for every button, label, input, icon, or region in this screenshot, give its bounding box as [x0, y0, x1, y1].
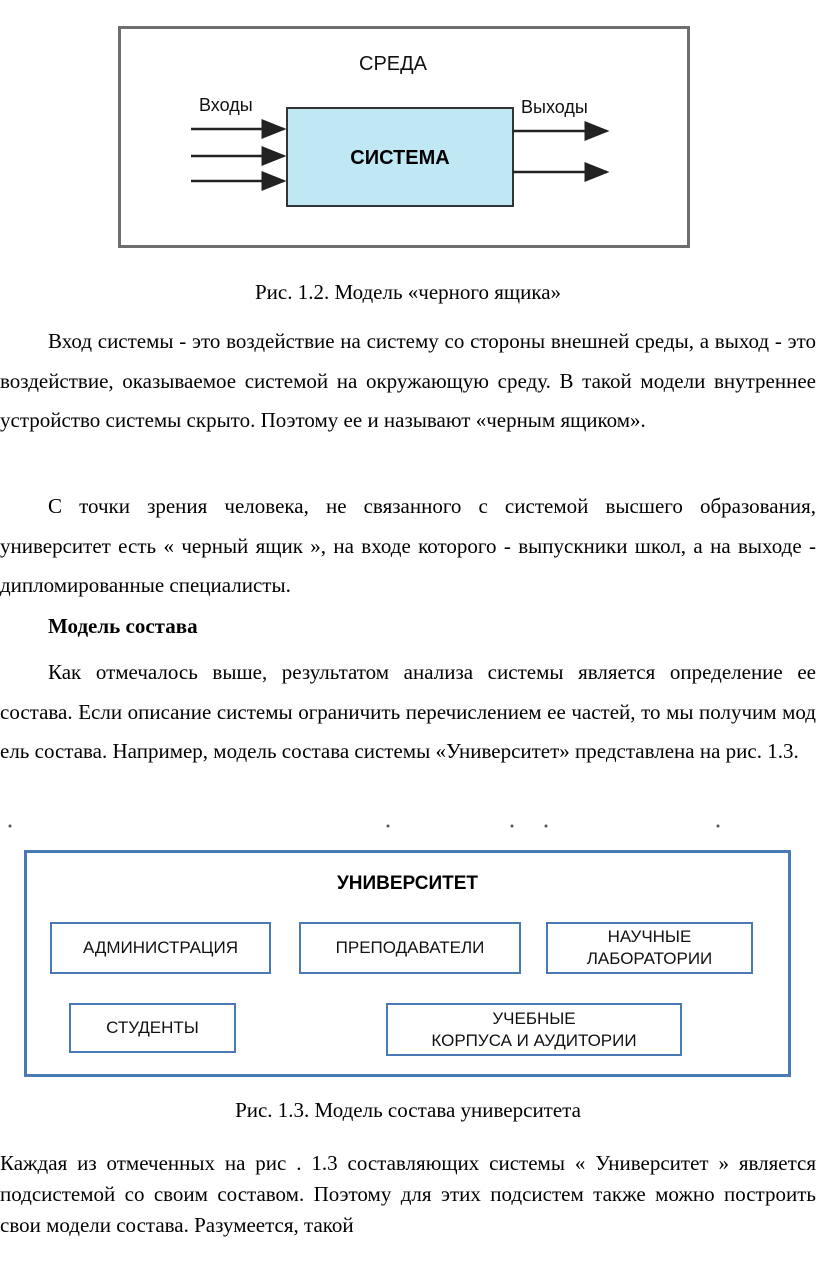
black-box-diagram	[118, 26, 690, 248]
university-title: УНИВЕРСИТЕТ	[336, 873, 479, 894]
students-box: СТУДЕНТЫ	[69, 1003, 236, 1053]
university-composition-diagram	[24, 850, 791, 1077]
figure-1-2-caption: Рис. 1.2. Модель «черного ящика»	[254, 280, 562, 304]
paragraph-university-black-box: С точки зрения человека, не связанного с системой высшего образования, университет есть « черный ящик », на входе которого - выпускники школ, а на выходе - дипломированные специалисты.	[0, 494, 816, 597]
buildings-box: УЧЕБНЫЕ КОРПУСА И АУДИТОРИИ	[386, 1003, 682, 1056]
environment-label: СРЕДА	[359, 53, 428, 75]
teachers-box: ПРЕПОДАВАТЕЛИ	[299, 922, 521, 974]
administration-box: АДМИНИСТРАЦИЯ	[50, 922, 271, 974]
paragraph-input-output: Вход системы - это воздействие на систему со стороны внешней среды, а выход - это воздействие, оказываемое системой на окружающую среду. В такой модели внутреннее устройство системы скрыто. Поэтому ее и называют «черным ящиком».	[0, 329, 816, 432]
outputs-label: Выходы	[521, 97, 588, 117]
figure-1-3-caption: Рис. 1.3. Модель состава университета	[235, 1098, 581, 1122]
system-label: СИСТЕМА	[350, 147, 450, 169]
inputs-label: Входы	[199, 95, 253, 115]
arrows-group	[121, 29, 687, 245]
section-heading: Модель состава	[48, 614, 198, 638]
paragraph-composition-model: Как отмечалось выше, результатом анализа системы является определение ее состава. Если описание системы ограничить перечислением ее частей, то мы получим мод ель состава. Например, модель состава системы «Университет» представлена на рис. 1.3.	[0, 660, 816, 763]
paragraph-subsystems: Каждая из отмеченных на рис . 1.3 составляющих системы « Университет » является подсистемой со своим составом. Поэтому для этих подсистем также можно построить свои модели состава. Разумеется, такой	[0, 1151, 816, 1237]
scan-artifact	[0, 820, 816, 834]
laboratories-box: НАУЧНЫЕ ЛАБОРАТОРИИ	[546, 922, 753, 974]
